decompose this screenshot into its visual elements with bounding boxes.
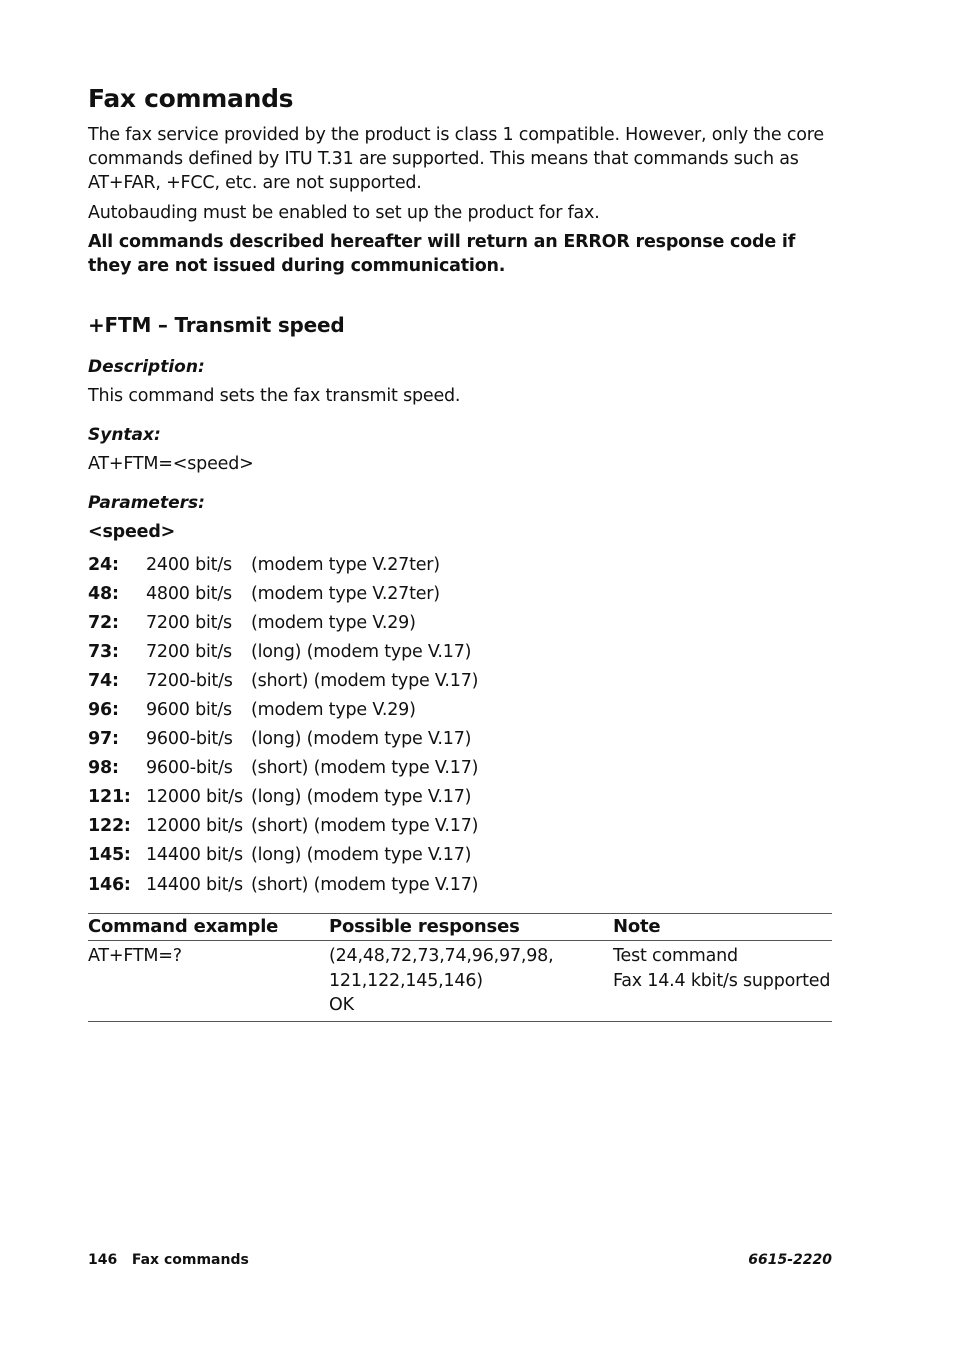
description-label: Description: bbox=[88, 357, 205, 377]
table-row bbox=[88, 941, 832, 1022]
syntax-text: AT+FTM=<speed> bbox=[88, 454, 254, 474]
parameter-row bbox=[88, 608, 478, 637]
parameter-description: (short) (modem type V.17) bbox=[251, 670, 479, 691]
parameter-description: (short) (modem type V.17) bbox=[251, 816, 479, 837]
response-line: (24,48,72,73,74,96,97,98, bbox=[329, 946, 554, 966]
parameter-code: 74: bbox=[88, 670, 119, 691]
parameter-row bbox=[88, 725, 478, 754]
parameter-speed: 4800 bit/s bbox=[146, 583, 232, 604]
parameter-description: (long) (modem type V.17) bbox=[251, 641, 472, 662]
parameter-speed: 7200 bit/s bbox=[146, 641, 232, 662]
parameter-code: 96: bbox=[88, 700, 119, 721]
command-cell bbox=[88, 941, 329, 1022]
parameter-code: 145: bbox=[88, 845, 131, 866]
parameter-row bbox=[88, 550, 478, 579]
note-line: Fax 14.4 kbit/s supported bbox=[613, 970, 831, 991]
parameter-speed: 14400 bit/s bbox=[146, 845, 243, 866]
parameter-description: (modem type V.29) bbox=[251, 612, 416, 633]
parameter-speed: 7200 bit/s bbox=[146, 612, 232, 633]
column-header-command: Command example bbox=[88, 914, 329, 941]
parameter-row bbox=[88, 695, 478, 724]
parameter-description: (long) (modem type V.17) bbox=[251, 787, 472, 808]
column-header-responses: Possible responses bbox=[329, 914, 613, 941]
column-header-note: Note bbox=[613, 914, 832, 941]
parameter-speed: 14400 bit/s bbox=[146, 874, 243, 895]
parameter-speed: 9600-bit/s bbox=[146, 729, 233, 750]
response-line: 121,122,145,146) bbox=[329, 970, 483, 991]
parameter-row bbox=[88, 870, 478, 899]
command-text: AT+FTM=? bbox=[88, 946, 182, 966]
parameter-code: 48: bbox=[88, 583, 119, 604]
parameter-code: 122: bbox=[88, 816, 131, 837]
parameter-code: 97: bbox=[88, 729, 119, 750]
intro-paragraph-1: The fax service provided by the product is class 1 compatible. However, only the core commands defined by ITU T.31 are supported. This means that commands such as AT+FAR, +FCC, etc. are not supported. bbox=[88, 125, 824, 193]
note-line: Test command bbox=[613, 946, 738, 966]
parameter-description: (long) (modem type V.17) bbox=[251, 729, 472, 750]
parameter-speed: 7200-bit/s bbox=[146, 670, 233, 691]
parameter-speed: 9600-bit/s bbox=[146, 758, 233, 779]
parameter-description: (short) (modem type V.17) bbox=[251, 758, 479, 779]
command-example-table bbox=[88, 913, 832, 1022]
parameter-code: 146: bbox=[88, 874, 131, 895]
parameter-description: (modem type V.29) bbox=[251, 700, 416, 721]
footer-document-number: 6615-2220 bbox=[748, 1252, 832, 1268]
note-cell bbox=[613, 941, 832, 1022]
parameter-speed: 12000 bit/s bbox=[146, 787, 243, 808]
parameter-description: (modem type V.27ter) bbox=[251, 583, 440, 604]
parameter-speed: 12000 bit/s bbox=[146, 816, 243, 837]
description-text: This command sets the fax transmit speed. bbox=[88, 386, 461, 406]
intro-paragraph-3: All commands described hereafter will return an ERROR response code if they are not issued during communication. bbox=[88, 232, 796, 276]
parameter-description: (long) (modem type V.17) bbox=[251, 845, 472, 866]
parameter-row bbox=[88, 579, 478, 608]
parameter-row bbox=[88, 637, 478, 666]
parameter-description: (short) (modem type V.17) bbox=[251, 874, 479, 895]
parameter-code: 121: bbox=[88, 787, 131, 808]
page-title: Fax commands bbox=[88, 84, 294, 113]
parameter-row bbox=[88, 841, 478, 870]
parameter-row bbox=[88, 783, 478, 812]
section-heading: +FTM – Transmit speed bbox=[88, 313, 345, 337]
parameter-row bbox=[88, 812, 478, 841]
footer-page-section: 146 Fax commands bbox=[88, 1252, 249, 1268]
parameter-row bbox=[88, 754, 478, 783]
parameter-code: 73: bbox=[88, 641, 119, 662]
parameter-list bbox=[88, 550, 478, 899]
parameter-code: 24: bbox=[88, 554, 119, 575]
parameter-row bbox=[88, 666, 478, 695]
parameter-code: 98: bbox=[88, 758, 119, 779]
parameter-code: 72: bbox=[88, 612, 119, 633]
syntax-label: Syntax: bbox=[88, 425, 161, 445]
parameter-speed: 9600 bit/s bbox=[146, 700, 232, 721]
parameter-description: (modem type V.27ter) bbox=[251, 554, 440, 575]
parameter-speed: 2400 bit/s bbox=[146, 554, 232, 575]
responses-cell bbox=[329, 941, 613, 1022]
parameter-name: <speed> bbox=[88, 522, 176, 542]
response-line: OK bbox=[329, 995, 354, 1015]
table-header-row bbox=[88, 914, 832, 941]
intro-paragraph-2: Autobauding must be enabled to set up the product for fax. bbox=[88, 203, 600, 223]
parameters-label: Parameters: bbox=[88, 493, 205, 513]
